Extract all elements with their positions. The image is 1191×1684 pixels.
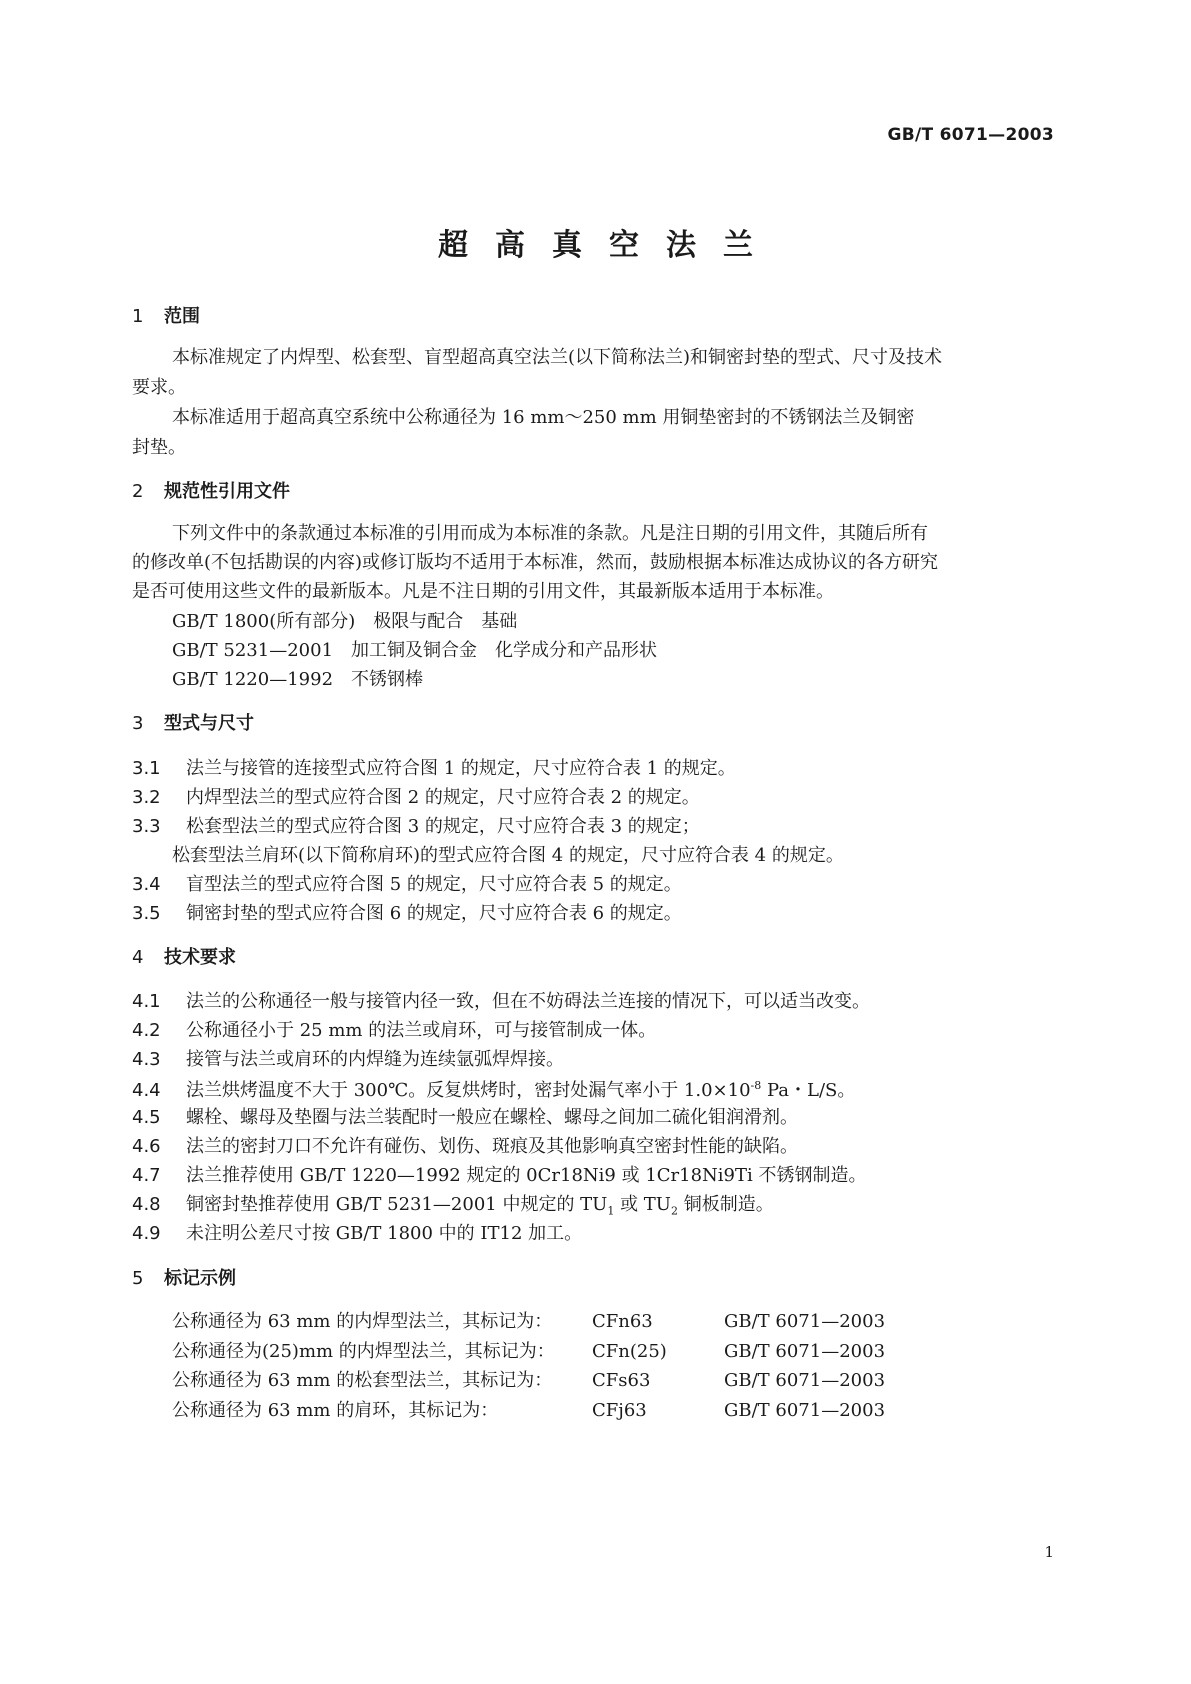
marking-code: CFn63 — [592, 1311, 653, 1332]
marking-standard: GB/T 6071—2003 — [724, 1341, 886, 1362]
normative-reference: GB/T 5231—2001 加工铜及铜合金 化学成分和产品形状 — [172, 640, 658, 661]
clause-number: 3.3 — [132, 816, 161, 837]
marking-description: 公称通径为 63 mm 的内焊型法兰，其标记为： — [172, 1311, 553, 1332]
clause-3-3 — [132, 818, 700, 836]
clause-4-8 — [132, 1196, 774, 1217]
marking-description: 公称通径为 63 mm 的松套型法兰，其标记为： — [172, 1370, 553, 1391]
section-5-heading — [132, 1270, 236, 1288]
clause-number: 4.1 — [132, 991, 161, 1012]
clause-3-5 — [132, 905, 682, 923]
clause-text: 盲型法兰的型式应符合图 5 的规定，尺寸应符合表 5 的规定。 — [186, 874, 682, 895]
clause-number: 3.5 — [132, 903, 161, 924]
clause-4-1 — [132, 993, 870, 1011]
clause-4-3 — [132, 1051, 564, 1069]
marking-example-row — [172, 1372, 972, 1394]
section-number: 2 — [132, 481, 144, 502]
clause-number: 3.4 — [132, 874, 161, 895]
clause-number: 4.3 — [132, 1049, 161, 1070]
clause-text: 接管与法兰或肩环的内焊缝为连续氩弧焊焊接。 — [186, 1049, 564, 1070]
exponent: -8 — [750, 1079, 762, 1092]
section-1-paragraph-1 — [132, 349, 1052, 409]
clause-4-4 — [132, 1080, 855, 1100]
clause-number: 4.4 — [132, 1080, 161, 1101]
clause-number: 4.7 — [132, 1165, 161, 1186]
clause-text: 松套型法兰的型式应符合图 3 的规定，尺寸应符合表 3 的规定； — [186, 816, 700, 837]
document-title: 超高真空法兰 — [438, 228, 780, 263]
paragraph-line: 本标准适用于超高真空系统中公称通径为 16 mm～250 mm 用铜垫密封的不锈钢法兰及铜密 — [172, 407, 915, 428]
clause-text: 法兰的密封刀口不允许有碰伤、划伤、斑痕及其他影响真空密封性能的缺陷。 — [186, 1136, 798, 1157]
marking-example-row — [172, 1313, 972, 1335]
section-1-paragraph-2 — [132, 409, 1052, 469]
section-number: 3 — [132, 713, 144, 734]
section-3-heading — [132, 715, 254, 733]
section-2-paragraph-1 — [132, 525, 1052, 612]
marking-standard: GB/T 6071—2003 — [724, 1311, 886, 1332]
clause-number: 4.5 — [132, 1107, 161, 1128]
clause-number: 4.8 — [132, 1194, 161, 1215]
clause-text: 公称通径小于 25 mm 的法兰或肩环，可与接管制成一体。 — [186, 1020, 657, 1041]
marking-standard: GB/T 6071—2003 — [724, 1400, 886, 1421]
section-4-heading — [132, 949, 236, 967]
clause-4-5 — [132, 1109, 798, 1127]
normative-reference: GB/T 1220—1992 不锈钢棒 — [172, 669, 424, 690]
marking-standard: GB/T 6071—2003 — [724, 1370, 886, 1391]
marking-code: CFj63 — [592, 1400, 647, 1421]
clause-text: 螺栓、螺母及垫圈与法兰装配时一般应在螺栓、螺母之间加二硫化钼润滑剂。 — [186, 1107, 798, 1128]
paragraph-line: 下列文件中的条款通过本标准的引用而成为本标准的条款。凡是注日期的引用文件，其随后所有 — [172, 523, 928, 544]
clause-4-2 — [132, 1022, 656, 1040]
clause-text: 法兰烘烤温度不大于 300℃。反复烘烤时，密封处漏气率小于 1.0×10 — [186, 1080, 751, 1101]
clause-number: 4.2 — [132, 1020, 161, 1041]
section-number: 1 — [132, 306, 144, 327]
section-title: 标记示例 — [164, 1268, 236, 1289]
clause-text: 铜密封垫推荐使用 GB/T 5231—2001 中规定的 TU — [186, 1194, 608, 1215]
subscript: 1 — [607, 1204, 615, 1218]
marking-example-row — [172, 1402, 972, 1424]
paragraph-line: 的修改单(不包括勘误的内容)或修订版均不适用于本标准，然而，鼓励根据本标准达成协议的各方研究 — [132, 552, 939, 573]
clause-text: 内焊型法兰的型式应符合图 2 的规定，尺寸应符合表 2 的规定。 — [186, 787, 700, 808]
section-title: 型式与尺寸 — [164, 713, 254, 734]
clause-3-3-continuation: 松套型法兰肩环(以下简称肩环)的型式应符合图 4 的规定，尺寸应符合表 4 的规定。 — [172, 845, 844, 866]
clause-text: 铜板制造。 — [677, 1194, 774, 1215]
clause-text: 未注明公差尺寸按 GB/T 1800 中的 IT12 加工。 — [186, 1223, 583, 1244]
normative-reference: GB/T 1800(所有部分) 极限与配合 基础 — [172, 611, 518, 632]
section-title: 规范性引用文件 — [164, 481, 290, 502]
marking-description: 公称通径为(25)mm 的内焊型法兰，其标记为： — [172, 1341, 555, 1362]
clause-number: 4.6 — [132, 1136, 161, 1157]
clause-number: 4.9 — [132, 1223, 161, 1244]
clause-text: 或 TU — [614, 1194, 671, 1215]
section-number: 4 — [132, 947, 144, 968]
clause-4-9 — [132, 1225, 582, 1243]
paragraph-line: 要求。 — [132, 377, 186, 398]
marking-code: CFs63 — [592, 1370, 651, 1391]
paragraph-line: 本标准规定了内焊型、松套型、盲型超高真空法兰(以下简称法兰)和铜密封垫的型式、尺寸及技术 — [172, 347, 943, 368]
clause-3-2 — [132, 789, 700, 807]
marking-code: CFn(25) — [592, 1341, 667, 1362]
section-title: 技术要求 — [164, 947, 236, 968]
clause-3-4 — [132, 876, 682, 894]
clause-4-6 — [132, 1138, 798, 1156]
section-1-heading — [132, 308, 200, 326]
clause-number: 3.2 — [132, 787, 161, 808]
subscript: 2 — [670, 1204, 678, 1218]
paragraph-line: 封垫。 — [132, 437, 186, 458]
page-number: 1 — [1044, 1543, 1054, 1561]
marking-description: 公称通径为 63 mm 的肩环，其标记为： — [172, 1400, 499, 1421]
clause-text: 法兰的公称通径一般与接管内径一致，但在不妨碍法兰连接的情况下，可以适当改变。 — [186, 991, 870, 1012]
clause-4-7 — [132, 1167, 867, 1185]
section-2-heading — [132, 483, 290, 501]
marking-example-row — [172, 1343, 972, 1365]
paragraph-line: 是否可使用这些文件的最新版本。凡是不注日期的引用文件，其最新版本适用于本标准。 — [132, 581, 834, 602]
clause-text: Pa・L/S。 — [761, 1080, 856, 1101]
clause-text: 法兰推荐使用 GB/T 1220—1992 规定的 0Cr18Ni9 或 1Cr18Ni9Ti 不锈钢制造。 — [186, 1165, 867, 1186]
clause-3-1 — [132, 760, 736, 778]
section-number: 5 — [132, 1268, 144, 1289]
clause-number: 3.1 — [132, 758, 161, 779]
clause-text: 法兰与接管的连接型式应符合图 1 的规定，尺寸应符合表 1 的规定。 — [186, 758, 736, 779]
standard-code-header: GB/T 6071—2003 — [887, 125, 1054, 145]
clause-text: 铜密封垫的型式应符合图 6 的规定，尺寸应符合表 6 的规定。 — [186, 903, 682, 924]
section-title: 范围 — [164, 306, 200, 327]
